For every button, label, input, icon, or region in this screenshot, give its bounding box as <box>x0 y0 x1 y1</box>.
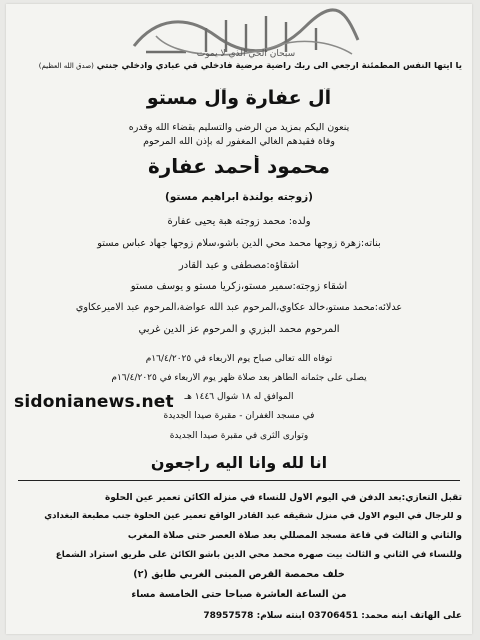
condolence-line-1: تقبل التعازي:بعد الدفن في اليوم الاول للنساء في منزله الكائن تعمير عين الحلوة <box>104 493 462 503</box>
contacts-label: على الهاتف <box>410 611 462 621</box>
svg-text:سبحان الحي الذي لا يموت: سبحان الحي الذي لا يموت <box>196 49 296 59</box>
son-phone: 03706451 <box>308 611 359 621</box>
condolence-line-3: والثاني و الثالث في قاعة مسجد المصللي بعد صلاة العصر حتى صلاة المغرب <box>127 531 462 541</box>
intro-line-1: ينعون اليكم بمزيد من الرضى والتسليم بقضاء الله وقدره <box>128 123 350 133</box>
verse-text: يا أيتها النفس المطمئنة ارجعي الى ربك راضية مرضية فادخلي في عبادي وادخلي جنتي <box>96 62 462 71</box>
hijri-date-line: الموافق له ١٨ شوال ١٤٤٦ هـ <box>184 392 294 402</box>
deceased-wife: (زوجته بولندة ابراهيم مستو) <box>165 191 313 203</box>
obituary-poster <box>6 4 472 634</box>
inlaws-line-1: عدلائه:محمد مستو،خالد عكاوي،المرحوم عبد الله عواضة،المرحوم عبد الاميرعكاوي <box>75 302 403 313</box>
son-contact-label: ابنه محمد: <box>361 611 407 621</box>
prayer-line: يصلى على جثمانه الطاهر بعد صلاة ظهر يوم الاربعاء في ١٦/٤/٢٠٢٥م <box>111 373 367 383</box>
wife-brothers-line: أشقاء زوجته:سمير مستو،زكريا مستو و يوسف مستو <box>130 281 348 292</box>
divider <box>18 480 460 481</box>
inlaws-line-2: المرحوم محمد البزري و المرحوم عز الدين غربي <box>138 324 340 335</box>
condolence-line-2: و للرجال في اليوم الاول في منزل شقيقه عبد القادر الواقع تعمير عين الحلوة جنب مطبعة البغدادي <box>44 512 462 521</box>
son-line: ولده: محمد زوجته هبة يحيى عفارة <box>167 216 311 227</box>
daughter-phone: 78957578 <box>203 611 254 621</box>
burial-line: وتوارى الثرى في مقبرة صيدا الجديدة <box>169 431 309 441</box>
family-title: آل عفارة وآل مستو <box>146 88 332 109</box>
verse-line <box>16 62 462 72</box>
intro-line-2: وفاة فقيدهم الغالي المغفور له بإذن الله المرحوم <box>143 137 335 147</box>
calligraphy-header <box>126 6 366 60</box>
brothers-line: أشقاؤه:مصطفى و عبد القادر <box>178 260 300 271</box>
mosque-line: في مسجد الغفران - مقبرة صيدا الجديدة <box>163 411 315 421</box>
condolence-line-6: من الساعة العاشرة صباحا حتى الخامسة مساء <box>131 589 347 600</box>
contacts-line <box>16 611 462 621</box>
verse-citation: (صدق الله العظيم) <box>38 62 94 70</box>
daughters-line: بناته:زهرة زوجها محمد محي الدين باشو،سلام زوجها جهاد عباس مستو <box>97 238 381 249</box>
closing-phrase: انا لله وانا اليه راجعون <box>150 454 328 472</box>
deceased-name: محمود أحمد عفارة <box>147 155 331 178</box>
daughter-contact-label: ابنته سلام: <box>256 611 305 621</box>
condolence-line-5: خلف محمصة القرص المبنى الغربي طابق (٢) <box>133 569 345 580</box>
condolence-line-4: وللنساء في الثاني و الثالث بيت صهره محمد محي الدين باشو الكائن على طريق استراد الشماع <box>55 550 462 560</box>
death-date-line: توفاه الله تعالى صباح يوم الاربعاء في ١٦/٤/٢٠٢٥م <box>145 354 333 364</box>
watermark: sidonianews.net <box>14 392 174 412</box>
